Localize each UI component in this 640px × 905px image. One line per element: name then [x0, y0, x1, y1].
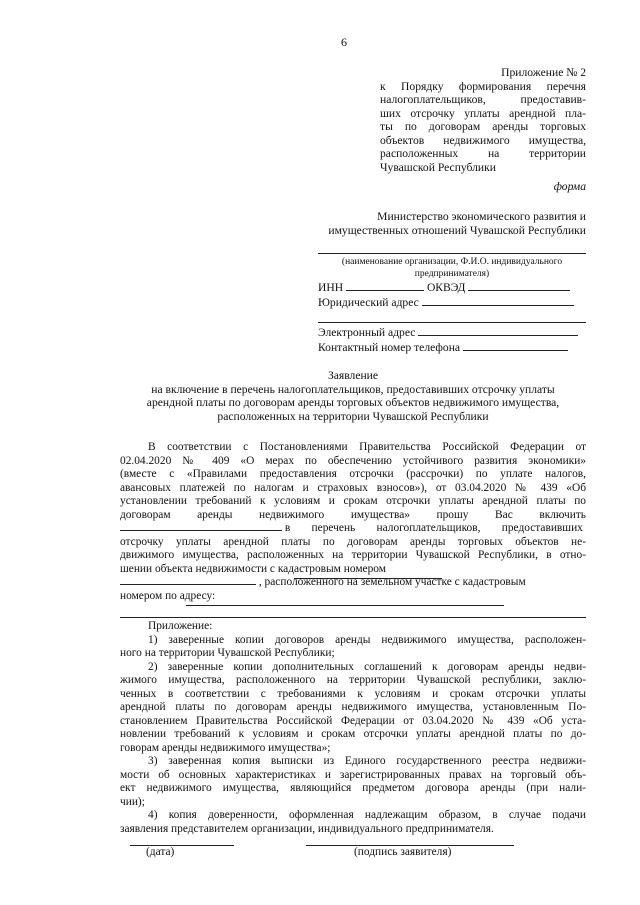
statement-heading — [120, 369, 586, 423]
annex-line: расположенных на территории — [380, 147, 586, 160]
legal-address-label: Юридический адрес — [318, 296, 419, 309]
attachment-line: арендной платы по договорам аренды недвижимого имущества, установленным По- — [120, 701, 586, 713]
attachment-line: ченных в соответствии с требованиями к условиям и срокам отсрочки уплаты — [120, 687, 586, 700]
cadastral-number-input[interactable] — [120, 584, 256, 585]
addressee-line: имущественных отношений Чувашской Республики — [328, 223, 586, 237]
date-caption: (дата) — [146, 846, 175, 858]
inn-row — [318, 281, 570, 295]
addressee-block — [300, 210, 586, 237]
attachment-line: ного на территории Чувашской Республики; — [120, 647, 335, 659]
heading-line: на включение в перечень налогоплательщиков, предоставивших отсрочку уплаты — [151, 382, 555, 396]
attachment-line: ект недвижимого имущества, являющийся предметом договора аренды (при нали- — [120, 782, 586, 794]
legal-address-input-line2[interactable] — [318, 322, 586, 323]
body-line: (вместе с «Правилами предоставления отсрочки (рассрочки) по уплате налогов, — [120, 468, 586, 480]
annex-line: Чувашской Республики — [380, 160, 496, 174]
phone-input[interactable] — [463, 350, 568, 351]
body-line: шении объекта недвижимости с кадастровым номером — [120, 562, 386, 575]
annex-line: ты по договорам аренды торговых — [380, 120, 586, 133]
body-line: номером по адресу: — [120, 589, 216, 602]
body-line-with-blank — [120, 563, 586, 577]
annex-line: ших отсрочку уплаты арендной пла- — [380, 106, 586, 120]
email-row — [318, 326, 578, 340]
email-label: Электронный адрес — [318, 326, 416, 339]
page-number: 6 — [341, 35, 347, 49]
attachments-title: Приложение: — [148, 620, 213, 632]
annex-block — [380, 66, 586, 174]
okved-input[interactable] — [468, 290, 570, 291]
phone-row — [318, 341, 568, 355]
attachment-line: говорам аренды недвижимого имущества»; — [120, 741, 331, 754]
body-line-with-blank — [120, 590, 586, 604]
attachment-line: 2) заверенные копии дополнительных соглашений к договорам аренды недви- — [148, 660, 586, 673]
body-line: установлении требований к условиям и срокам отсрочки уплаты арендной платы по — [120, 495, 586, 507]
org-name-blank[interactable] — [318, 253, 586, 254]
body-line: в перечень налогоплательщиков, предоставивших — [284, 522, 583, 534]
body-line: , расположенного на земельном участке с кадастровым — [258, 576, 526, 588]
statement-title: Заявление — [327, 369, 379, 382]
body-line: движимого имущества, расположенных на территории Чувашской Республики, в отно- — [120, 549, 586, 561]
body-line-with-blank — [120, 522, 586, 536]
okved-label: ОКВЭД — [426, 281, 466, 294]
signature-caption: (подпись заявителя) — [354, 846, 452, 858]
attachment-line: 1) заверенные копии договоров аренды недвижимого имущества, расположен- — [148, 633, 586, 646]
heading-line: арендной платы по договорам аренды торговых объектов недвижимого имущества, — [146, 396, 560, 409]
legal-address-row — [318, 296, 574, 310]
attachment-line: чии); — [120, 795, 145, 808]
attachment-line: новлении требований к условиям и срокам отсрочки уплаты арендной платы по до- — [120, 728, 586, 740]
body-line: В соответствии с Постановлениями Правительства Российской Федерации от — [148, 441, 586, 453]
annex-line: к Порядку формирования перечня — [380, 79, 586, 93]
body-line: авансовых платежей по налогам и страховых взносов»), от 03.04.2020 № 439 «Об — [120, 481, 586, 494]
address-input-line[interactable] — [120, 617, 586, 618]
attachment-line: мости об основных характеристиках и зарегистрированных правах на торговый объ- — [120, 768, 586, 781]
body-line: 02.04.2020 № 409 «О мерах по обеспечению устойчивого развития экономики» — [120, 454, 586, 467]
addressee-line: Министерство экономического развития и — [377, 210, 586, 223]
object-blank[interactable] — [294, 578, 442, 579]
email-input[interactable] — [418, 335, 578, 336]
attachment-line: жимого имущества, расположенного на территории Чувашской республики, заклю- — [120, 674, 586, 686]
land-cadastral-input[interactable] — [186, 605, 504, 606]
annex-title: Приложение № 2 — [501, 66, 586, 79]
attachment-line: 3) заверенная копия выписки из Единого государственного реестра недвижи- — [148, 755, 586, 767]
taxpayer-name-input[interactable] — [120, 530, 282, 531]
attachment-line: заявления представителем организации, индивидуального предпринимателя. — [120, 822, 494, 835]
inn-label: ИНН — [318, 281, 344, 294]
attachment-line: становлением Правительства Российской Федерации от 03.04.2020 № 439 «Об уста- — [120, 714, 586, 727]
legal-address-input[interactable] — [422, 305, 574, 306]
body-line: договорам аренды недвижимого имущества» прошу Вас включить — [120, 508, 586, 521]
forma-label: форма — [553, 180, 586, 193]
attachments-block — [120, 620, 586, 836]
annex-line: налогоплательщиков, предоставив- — [380, 93, 586, 106]
heading-line: расположенных на территории Чувашской Республики — [217, 409, 489, 423]
body-line: отсрочку уплаты арендной платы по договорам аренды торговых объектов не- — [120, 535, 586, 548]
inn-input[interactable] — [346, 290, 424, 291]
phone-label: Контактный номер телефона — [318, 341, 461, 354]
annex-line: объектов недвижимого имущества, — [380, 133, 586, 147]
org-caption: (наименование организации, Ф.И.О. индивидуального предпринимателя) — [341, 257, 563, 279]
attachment-line: 4) копия доверенности, оформленная надлежащим образом, в случае подачи — [148, 809, 586, 821]
